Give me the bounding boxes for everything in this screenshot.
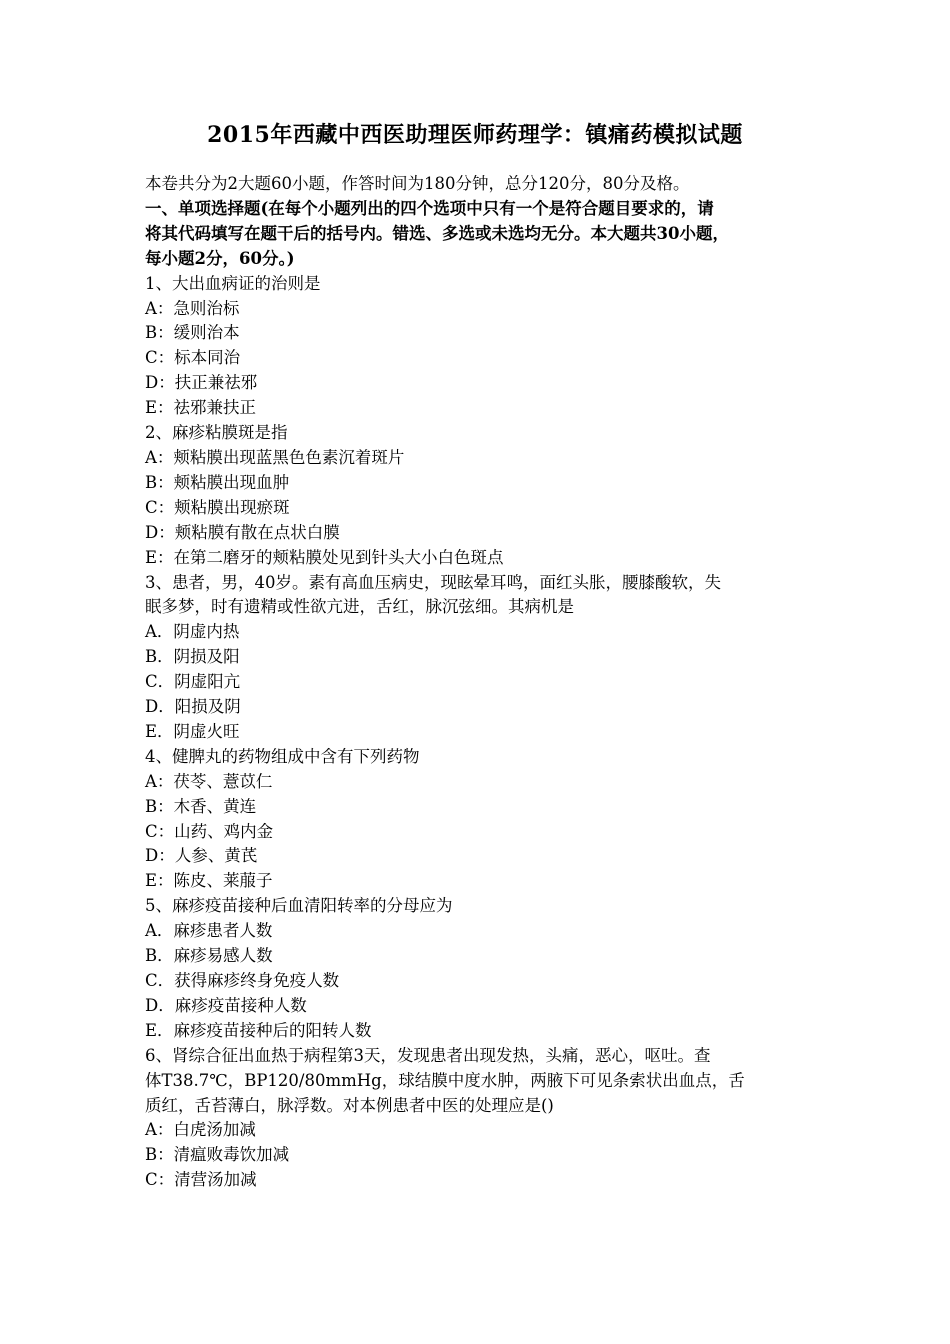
question-1 bbox=[145, 272, 810, 421]
option-c: C：山药、鸡内金 bbox=[145, 821, 274, 841]
option-e: E：陈皮、莱菔子 bbox=[145, 871, 273, 891]
option-c: C：清营汤加减 bbox=[145, 1170, 257, 1190]
question-stem: 1、大出血病证的治则是 bbox=[145, 273, 321, 293]
document-title: 2015年西藏中西医助理医师药理学：镇痛药模拟试题 bbox=[207, 122, 743, 148]
question-stem: 2、麻疹粘膜斑是指 bbox=[145, 423, 288, 443]
option-b: B．麻疹易感人数 bbox=[145, 946, 273, 966]
option-c: C．获得麻疹终身免疫人数 bbox=[145, 971, 340, 990]
option-e: E：在第二磨牙的颊粘膜处见到针头大小白色斑点 bbox=[145, 547, 504, 567]
question-stem: 4、健脾丸的药物组成中含有下列药物 bbox=[145, 746, 420, 766]
option-a: A：白虎汤加减 bbox=[145, 1120, 256, 1140]
option-a: A．麻疹患者人数 bbox=[145, 921, 273, 941]
question-3 bbox=[145, 571, 810, 745]
question-4 bbox=[145, 745, 810, 894]
option-e: E：祛邪兼扶正 bbox=[145, 398, 257, 418]
question-stem-line-1: 6、肾综合征出血热于病程第3天，发现患者出现发热，头痛，恶心，呕吐。查 bbox=[145, 1045, 711, 1065]
option-e: E．麻疹疫苗接种后的阳转人数 bbox=[145, 1020, 372, 1040]
document-body bbox=[145, 172, 810, 1193]
option-a: A：茯苓、薏苡仁 bbox=[145, 771, 273, 791]
option-d: D．阳损及阴 bbox=[145, 697, 241, 717]
question-stem-line-3: 质红，舌苔薄白，脉浮数。对本例患者中医的处理应是() bbox=[145, 1095, 554, 1115]
option-d: D．麻疹疫苗接种人数 bbox=[145, 995, 307, 1015]
section-heading-line-2: 将其代码填写在题干后的括号内。错选、多选或未选均无分。本大题共30小题， bbox=[145, 223, 729, 243]
option-d: D：颊粘膜有散在点状白膜 bbox=[145, 522, 340, 542]
option-b: B：缓则治本 bbox=[145, 323, 240, 343]
option-a: A．阴虚内热 bbox=[145, 622, 240, 642]
option-b: B：木香、黄连 bbox=[145, 796, 257, 816]
option-c: C：颊粘膜出现瘀斑 bbox=[145, 497, 290, 517]
option-c: C：标本同治 bbox=[145, 348, 241, 368]
question-2 bbox=[145, 421, 810, 570]
option-b: B．阴损及阳 bbox=[145, 647, 240, 667]
question-5 bbox=[145, 894, 810, 1043]
option-b: B：清瘟败毒饮加减 bbox=[145, 1145, 290, 1165]
option-c: C．阴虚阳亢 bbox=[145, 672, 241, 692]
question-stem-line-2: 体T38.7℃，BP120/80mmHg，球结膜中度水肿，两腋下可见条索状出血点，舌 bbox=[145, 1070, 745, 1090]
option-b: B：颊粘膜出现血肿 bbox=[145, 472, 290, 492]
section-heading-line-1: 一、单项选择题(在每个小题列出的四个选项中只有一个是符合题目要求的，请 bbox=[145, 198, 714, 218]
option-e: E．阴虚火旺 bbox=[145, 721, 240, 741]
option-a: A：急则治标 bbox=[145, 298, 240, 318]
intro-text: 本卷共分为2大题60小题，作答时间为180分钟，总分120分，80分及格。 bbox=[145, 174, 690, 193]
section-heading-line-3: 每小题2分，60分。) bbox=[145, 248, 295, 268]
option-d: D：扶正兼祛邪 bbox=[145, 373, 258, 393]
question-stem-line-1: 3、患者，男，40岁。素有高血压病史，现眩晕耳鸣，面红头胀，腰膝酸软，失 bbox=[145, 572, 721, 592]
question-stem-line-2: 眠多梦，时有遗精或性欲亢进，舌红，脉沉弦细。其病机是 bbox=[145, 597, 574, 617]
question-stem: 5、麻疹疫苗接种后血清阳转率的分母应为 bbox=[145, 896, 453, 916]
question-6 bbox=[145, 1044, 810, 1193]
option-a: A：颊粘膜出现蓝黑色色素沉着斑片 bbox=[145, 447, 405, 467]
option-d: D：人参、黄芪 bbox=[145, 846, 258, 866]
